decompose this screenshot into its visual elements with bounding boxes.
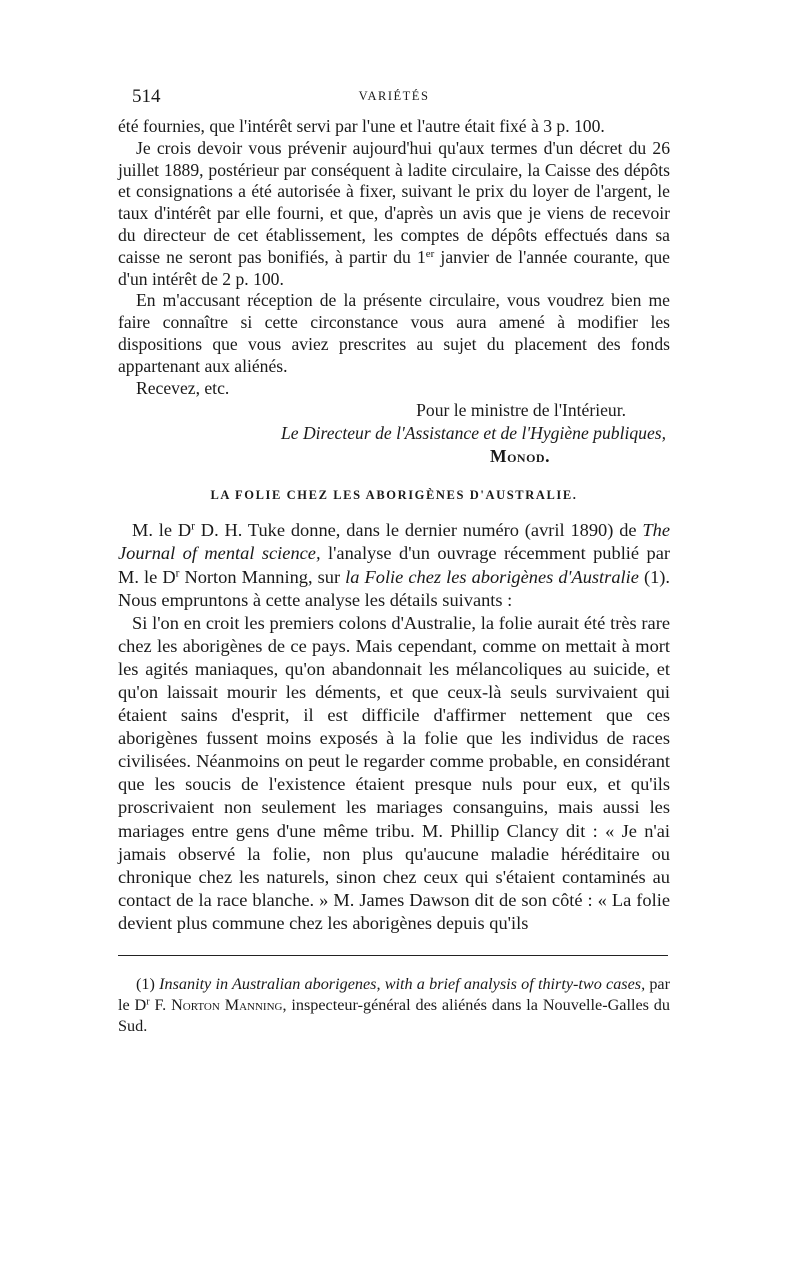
journal-title: The Journal of mental science,: [118, 520, 670, 564]
book-page: [118, 86, 670, 1037]
signature-name: Monod.: [489, 446, 550, 467]
signature-line-director: Le Directeur de l'Assistance et de l'Hygiène publiques,: [280, 423, 666, 444]
signature-line-minister: Pour le ministre de l'Intérieur.: [416, 400, 626, 421]
footnote-marker: (1): [136, 975, 155, 994]
article-body: [118, 519, 670, 935]
circular-letter: [118, 116, 670, 399]
superscript-r: r: [175, 567, 180, 580]
superscript-r: r: [191, 521, 195, 534]
footnote-author: F. Norton Manning,: [149, 996, 287, 1015]
article-paragraph-1: M. le $D^r$ D. H. Tuke donne, dans le dernier numéro (avril 1890) de The Journal of mental science, l'analyse d'un ouvrage récemment publié par M. le $D^r$ Norton Manning, sur la Folie chez les aborigènes d'Australie (1). Nous empruntons à cette analyse les détails suivants :: [118, 520, 670, 610]
section-heading: VARIÉTÉS: [358, 89, 430, 103]
footnote-rule: [118, 955, 668, 956]
signature-block: [118, 399, 670, 468]
letter-closing: Recevez, etc.: [136, 377, 230, 398]
letter-paragraph-1: été fournies, que l'intérêt servi par l'une et l'autre était fixé à 3 p. 100.: [118, 116, 605, 136]
letter-paragraph-2: Je crois devoir vous prévenir aujourd'hui qu'aux termes d'un décret du 26 juillet 1889, postérieur par conséquent à ladite circulaire, la Caisse des dépôts et consignations a été autorisée à fixer, suivant le prix du loyer de l'argent, le taux d'intérêt par elle fourni, et que, d'après un avis que je viens de recevoir du directeur de cet établissement, les comptes de dépôts effectués dans sa caisse ne seront pas bonifiés, à partir du 1er janvier de l'année courante, que d'un intérêt de 2 p. 100.: [118, 137, 670, 289]
page-number: 514: [132, 86, 161, 107]
article-title: LA FOLIE CHEZ LES ABORIGÈNES D'AUSTRALIE.: [210, 488, 578, 503]
letter-paragraph-3: En m'accusant réception de la présente circulaire, vous voudrez bien me faire connaître si cette circonstance vous aura amené à modifier les dispositions que vous aviez prescrites au sujet du placement des fonds appartenant aux aliénés.: [118, 290, 670, 376]
running-head: [118, 86, 670, 116]
book-title: la Folie chez les aborigènes d'Australie: [345, 566, 639, 587]
footnote-title: Insanity in Australian aborigenes, with a brief analysis of thirty-two cases,: [159, 975, 646, 994]
footnote: (1) Insanity in Australian aborigenes, with a brief analysis of thirty-two cases, par le $D^r$ F. Norton Manning, inspecteur-général des aliénés dans la Nouvelle-Galles du Sud.: [118, 975, 671, 1036]
superscript-er: er: [425, 247, 435, 260]
article-paragraph-2: Si l'on en croit les premiers colons d'Australie, la folie aurait été très rare chez les aborigènes de ce pays. Mais cependant, comme on mettait à mort les agités maniaques, qu'on abandonnait les mélancoliques au suicide, et qu'on laissait mourir les déments, et que ceux-là seuls survivaient qui étaient sains d'esprit, il est difficile d'affirmer nettement que ces aborigènes fussent moins exposés à la folie que les individus de races civilisées. Néanmoins on peut le regarder comme probable, en considérant que les soucis de l'existence étaient presque nuls pour eux, et qu'ils proscrivaient non seulement les mariages consanguins, mais aussi les mariages entre gens d'une même tribu. M. Phillip Clancy dit : « Je n'ai jamais observé la folie, non plus qu'aucune maladie héréditaire ou chronique chez les naturels, sinon chez ceux qui s'étaient contaminés au contact de la race blanche. » M. James Dawson dit de son côté : « La folie devient plus commune chez les aborigènes depuis qu'ils: [118, 612, 670, 933]
